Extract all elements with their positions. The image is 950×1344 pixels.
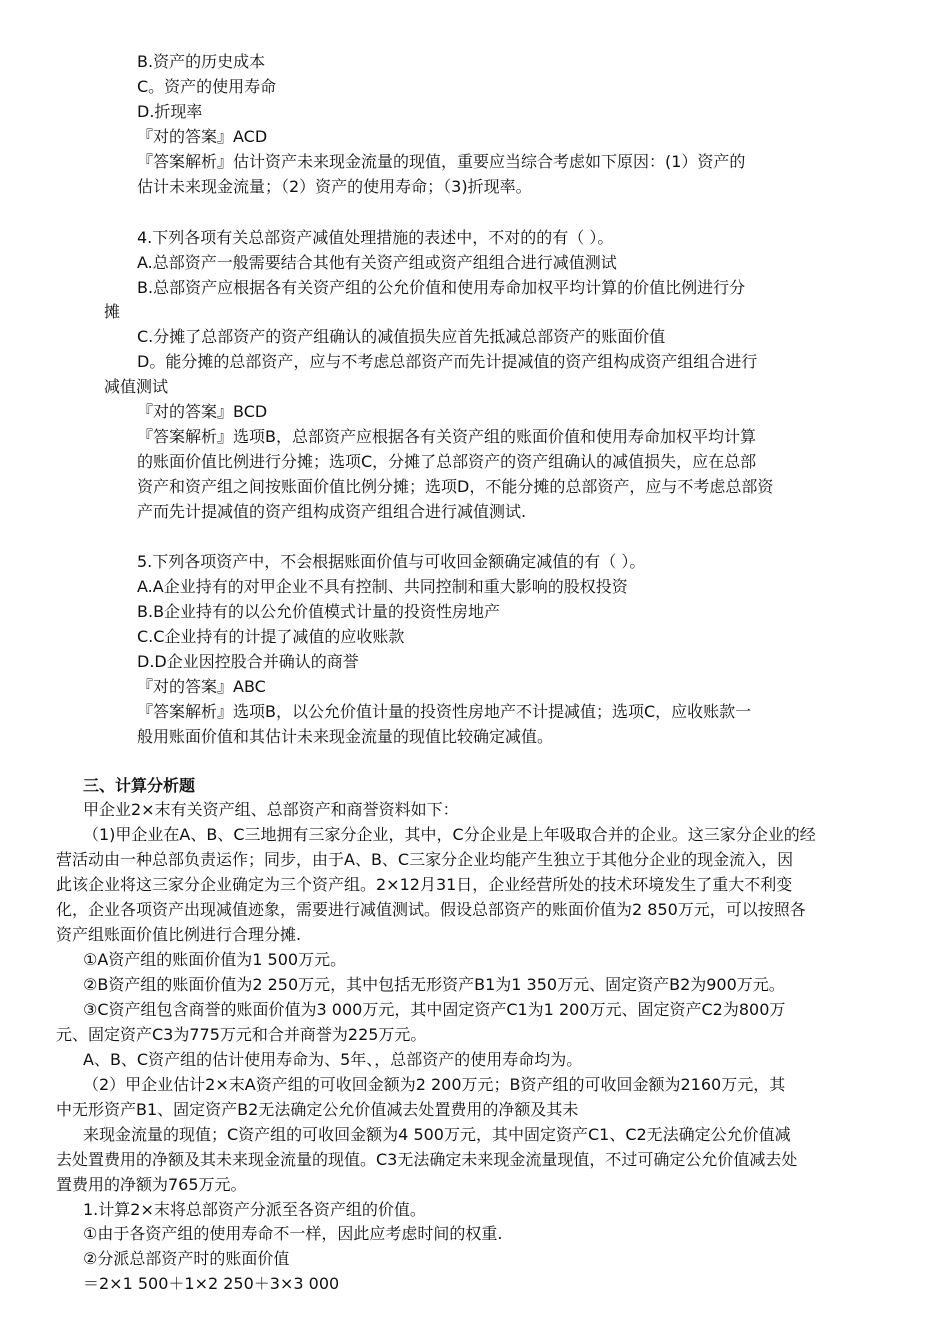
q3-analysis-line-2: 估计未来现金流量；（2）资产的使用寿命；（3)折现率。 (137, 177, 532, 196)
item-2: ②B资产组的账面价值为2 250万元，其中包括无形资产B1为1 350万元、固定资产B2为900万元。 (83, 975, 785, 994)
q3-option-d: D.折现率 (137, 102, 203, 121)
item-1: ①A资产组的账面价值为1 500万元。 (83, 950, 347, 969)
q5-stem: 5.下列各项资产中，不会根据账面价值与可收回金额确定减值的有（ ）。 (137, 552, 646, 571)
q5-option-b: B.B企业持有的以公允价值模式计量的投资性房地产 (137, 602, 501, 621)
q3-answer: 『对的答案』ACD (137, 127, 268, 146)
para2-line-5: 置费用的净额为765万元。 (56, 1175, 247, 1194)
section-heading: 三、计算分析题 (83, 776, 196, 795)
para1-line-5: 资产组账面价值比例进行合理分摊. (56, 925, 302, 944)
q4-option-a: A.总部资产一般需要结合其他有关资产组或资产组组合进行减值测试 (137, 253, 617, 272)
q4-analysis-line-2: 的账面价值比例进行分摊；选项C，分摊了总部资产的资产组确认的减值损失，应在总部 (137, 452, 757, 471)
para1-line-1: （1)甲企业在A、B、C三地拥有三家分企业，其中，C分企业是上年吸取合并的企业。这三家分企业的经 (83, 825, 816, 844)
section-intro: 甲企业2×末有关资产组、总部资产和商誉资料如下： (83, 800, 459, 819)
q4-answer: 『对的答案』BCD (137, 402, 268, 421)
q4-option-c: C.分摊了总部资产的资产组确认的减值损失应首先抵减总部资产的账面价值 (137, 327, 666, 346)
calc-step-2: ②分派总部资产时的账面价值 (83, 1249, 290, 1268)
para2-line-3: 来现金流量的现值；C资产组的可收回金额为4 500万元，其中固定资产C1、C2无法确定公允价值减 (83, 1125, 791, 1144)
para2-line-2: 中无形资产B1、固定资产B2无法确定公允价值减去处置费用的净额及其未 (56, 1100, 579, 1119)
para1-line-3: 此该企业将这三家分企业确定为三个资产组。2×12月31日，企业经营所处的技术环境发生了重大不利变 (56, 875, 793, 894)
calc-step-1: ①由于各资产组的使用寿命不一样，因此应考虑时间的权重. (83, 1224, 503, 1243)
q5-option-c: C.C企业持有的计提了减值的应收账款 (137, 627, 405, 646)
calc-title: 1.计算2×末将总部资产分派至各资产组的价值。 (83, 1200, 426, 1219)
para1-line-4: 化，企业各项资产出现减值迹象，需要进行减值测试。假设总部资产的账面价值为2 850万元，可以按照各 (56, 900, 806, 919)
q4-analysis-line-3: 资产和资产组之间按账面价值比例分摊；选项D，不能分摊的总部资产，应与不考虑总部资 (137, 477, 774, 496)
q4-option-d-line-1: D。能分摊的总部资产，应与不考虑总部资产而先计提减值的资产组构成资产组组合进行 (137, 352, 758, 371)
q4-option-b-line-1: B.总部资产应根据各有关资产组的公允价值和使用寿命加权平均计算的价值比例进行分 (137, 278, 746, 297)
q4-option-b-line-2: 摊 (104, 302, 121, 321)
calc-formula: ＝2×1 500＋1×2 250＋3×3 000 (83, 1274, 340, 1293)
para2-line-1: （2）甲企业估计2×末A资产组的可收回金额为2 200万元；B资产组的可收回金额为2160万元，其 (83, 1075, 786, 1094)
q5-analysis-line-1: 『答案解析』选项B，以公允价值计量的投资性房地产不计提减值；选项C，应收账款一 (137, 702, 752, 721)
q5-answer: 『对的答案』ABC (137, 677, 266, 696)
item-3-line-1: ③C资产组包含商誉的账面价值为3 000万元，其中固定资产C1为1 200万元、固定资产C2为800万 (83, 1000, 786, 1019)
q3-option-b: B.资产的历史成本 (137, 52, 266, 71)
q5-option-d: D.D企业因控股合并确认的商誉 (137, 652, 359, 671)
q5-analysis-line-2: 般用账面价值和其估计未来现金流量的现值比较确定减值。 (137, 727, 554, 746)
q4-stem: 4.下列各项有关总部资产减值处理措施的表述中，不对的的有（ ）。 (137, 228, 614, 247)
item-3-line-2: 元、固定资产C3为775万元和合并商誉为225万元。 (56, 1025, 427, 1044)
q3-analysis-line-1: 『答案解析』估计资产未来现金流量的现值，重要应当综合考虑如下原因：(1）资产的 (137, 152, 746, 171)
para1-line-2: 营活动由一种总部负责运作；同步，由于A、B、C三家分企业均能产生独立于其他分企业的现金流入，因 (56, 850, 794, 869)
para2-line-4: 去处置费用的净额及其未来现金流量的现值。C3无法确定未来现金流量现值，不过可确定公允价值减去处 (56, 1150, 798, 1169)
useful-life-line: A、B、C资产组的估计使用寿命为、5年、，总部资产的使用寿命均为。 (83, 1050, 583, 1069)
q5-option-a: A.A企业持有的对甲企业不具有控制、共同控制和重大影响的股权投资 (137, 577, 628, 596)
q4-analysis-line-1: 『答案解析』选项B，总部资产应根据各有关资产组的账面价值和使用寿命加权平均计算 (137, 427, 756, 446)
q4-option-d-line-2: 减值测试 (104, 377, 169, 396)
q4-analysis-line-4: 产而先计提减值的资产组构成资产组组合进行减值测试. (137, 502, 527, 521)
q3-option-c: C。资产的使用寿命 (137, 77, 277, 96)
